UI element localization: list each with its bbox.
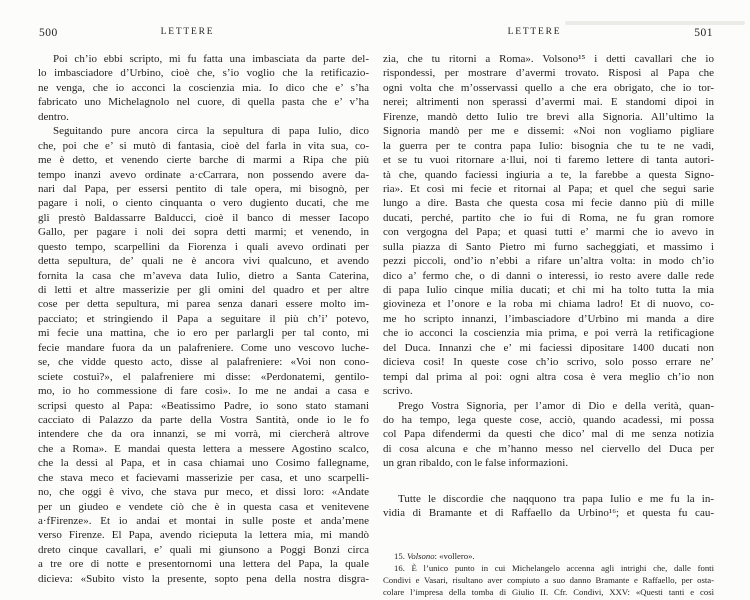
- text-line: Signoria mandò per me e dissemi: «Noi non vogliamo pigliare: [383, 125, 714, 138]
- text-line: un gran ribaldo, con le false informazioni.: [383, 457, 569, 470]
- page-body: [38, 52, 369, 586]
- text-line: Tutte le discordie che naqquono tra papa Iulio e me fu la in-: [398, 492, 714, 505]
- text-line: di letti et altre masserizie per gli omini del quadro et per altre: [38, 284, 369, 296]
- text-line: ria». Et così mi fecie et ritornai al Papa; et quel che seguì sarie: [383, 182, 714, 195]
- text-line: a·fFirenze». Et io andai et montai in sulle poste et anda’mene: [38, 515, 369, 527]
- text-line: ogni volta che m’osservassi quello a che era obrigato, che io tor-: [383, 81, 714, 94]
- text-line: che a Roma». E mandai questa lettera a messere Agostino scalco,: [38, 442, 369, 455]
- footnote-15: [383, 550, 714, 562]
- text-line: che stava meco et facievami masserizie per casa, et uno scarpelli-: [38, 471, 369, 484]
- text-line: gli prestò Baldassarre Balducci, cioè il banco di messer Iacopo: [38, 211, 369, 224]
- text-line: se, che vidde questo acto, disse al palafreniere: «Voi non cono-: [38, 356, 369, 369]
- text-line: dicieva così! In queste cose ch’io scrivo, solo posso errare ne’: [383, 356, 714, 369]
- text-line: che io acconci la coscienzia mia prima, e poi verrà la retificagione: [383, 327, 714, 340]
- text-line: tà che, quando faciessi ingiuria a te, la farebbe a questa Signo-: [383, 168, 714, 181]
- text-line: che la dessi al Papa, et in casa chiamai uno Cosimo fallegname,: [38, 457, 369, 470]
- text-line: sulla piazza di Santo Pietro mi furno sacheggiati, et massimo i: [383, 240, 714, 253]
- text-line: cacciato di Palazzo da parte della Vostra Santità, onde io le fo: [38, 413, 369, 426]
- text-line: ducati, perché, partito che io fui di Roma, ne fu gran romore: [383, 211, 714, 224]
- text-line: zia, che tu ritorni a Roma». Volsono¹⁵ i detti cavallari che io: [383, 53, 714, 65]
- text-line: et se tu vuoi ritornare a·llui, noi ti faremo lettere di tanta autori-: [383, 154, 714, 167]
- text-line: Firenze, mandò detto Iulio tre brevi alla Signoria. All’ultimo la: [383, 110, 714, 123]
- text-line: mo, io ho commessione di fare così». Io me ne andai a casa e: [38, 385, 369, 398]
- footnote-term: Volsono: [407, 550, 435, 561]
- text-line: tempo inanzi avevo ordinate a·cCarrara, non possendo avere da-: [38, 168, 369, 181]
- text-line: ne venga, che io acconci la coscienzia mia. Io dico che e’ s’ha: [38, 81, 369, 94]
- page-right: [383, 0, 714, 598]
- text-line: dicieva: «Subito visto la presente, sopto pena della nostra disgra-: [38, 572, 369, 585]
- footnotes-block: [383, 550, 714, 599]
- text-line: nerei; altrimenti non sperassi d’avermi mai. E standomi dipoi in: [383, 96, 714, 109]
- text-line: detta sepultura, de’ quali ne è ancora vivi qualcuno, et avendo: [38, 255, 369, 268]
- text-line: tempi dal prima al poi: ogni altra cosa è vera meglio ch’io non: [383, 370, 714, 383]
- running-head: LETTERE: [507, 27, 562, 37]
- text-line: scrivo.: [383, 385, 413, 398]
- text-line: Seguitando pure ancora circa la sepultura di papa Iulio, dico: [53, 125, 369, 138]
- text-line: rispondessi, per mostrare d’avermi trovato. Risposi al Papa che: [383, 67, 714, 80]
- footnote-line: colare l’impresa della tomba di Giulio II. Cfr. Condivi, XXV: «Questi tanti e così: [383, 587, 714, 598]
- page-number: 500: [39, 27, 58, 39]
- text-line: vidia di Bramante et di Raffaello da Urbino¹⁶; et questa fu cau-: [383, 507, 714, 520]
- text-line: lungo a dire. Basta che questa cosa mi fecie danno più di mille: [383, 197, 714, 210]
- text-line: fabricato uno Michelagnolo nel cuore, di quella pasta che e’ v’ha: [38, 96, 369, 109]
- paragraph: [38, 52, 369, 124]
- text-line: fecie mandare fuora da un palafreniere. Come uno vescovo luche-: [38, 341, 369, 354]
- paragraph: [383, 52, 714, 399]
- text-line: di papa Iulio cinque milia ducati; et chi mi ha tolto tutta la mia: [383, 284, 714, 296]
- page-body: [383, 52, 714, 521]
- text-line: do ha tempo, lega queste cose, acciò, quando acadessi, mi possa: [383, 413, 714, 426]
- text-line: Poi ch’io ebbi scripto, mi fu fatta una imbasciata da parte del-: [53, 53, 369, 65]
- text-line: con vergogna del Papa; et quasi tutti e’ marmi che io avevo in: [383, 226, 714, 239]
- text-line: dreto cinque cavallari, e’ quali mi giunsono a Poggi Bonzi circa: [38, 543, 369, 556]
- footnote-16: [383, 562, 714, 599]
- page-left: [38, 0, 369, 586]
- footnote-line: 16. È l’unico punto in cui Michelangelo accenna agli intrighi che, dalle fonti: [394, 562, 714, 573]
- text-line: del Duca. Innanzi che e’ mi faciessi dipositare 1400 ducati non: [383, 341, 714, 354]
- text-line: dentro.: [38, 110, 69, 123]
- text-line: sciete costui?», el palafreniere mi disse: «Perdonatemi, gentilo-: [38, 370, 369, 383]
- paragraph: [383, 399, 714, 471]
- page-header: [383, 27, 714, 40]
- text-line: lo imbasciadore d’Urbino, cioè che, s’io voglio che la retificazio-: [38, 67, 369, 80]
- text-line: col Papa difendermi da questi che dico’ mal di me senza notizia: [383, 428, 714, 441]
- text-line: pacciato; et stringiendo il Papa a seguitare il più ch’i’ potevo,: [38, 312, 369, 325]
- footnote-line: Condivi e Vasari, risultano aver compiuto a suo danno Bramante e Raffaello, per osta-: [383, 574, 714, 585]
- footnote-number: 15.: [394, 550, 408, 561]
- text-line: mi fecie una mattina, che io ero per parlargli per tal conto, mi: [38, 327, 369, 340]
- text-line: questo tempo, scarpellini da Fiorenza i quali avevo ordinati per: [38, 240, 369, 253]
- text-line: pezzi piccoli, ond’io n’ebbi a rifare un’altra volta: in modo ch’io: [383, 255, 714, 268]
- text-line: che, poi che e’ si mutò di fantasia, cioè del farla in vita sua, co-: [38, 139, 369, 152]
- paragraph: [38, 124, 369, 586]
- text-line: di cosa alcuna e che m’hanno messo nel ciervello del Duca per: [383, 442, 714, 455]
- text-line: me ho scripto innanzi, l’imbasciadore d’Urbino mi manda a dire: [383, 312, 714, 325]
- text-line: la guerra per te contra papa Iulio: bisognia che tu te ne vadi,: [383, 139, 714, 152]
- running-head: LETTERE: [160, 27, 215, 37]
- text-line: me è detto, et venendo cierte barche di marmi a Ripa che più: [38, 154, 369, 167]
- text-line: cose per detta sepultura, mi parea senza danari essere molto im-: [38, 298, 369, 311]
- page-header: [38, 27, 369, 40]
- text-line: dico a’ fermo che, o di danni o interessi, io resto avere dalle rede: [383, 269, 714, 282]
- text-line: fornita la casa che m’aveva data Iulio, dietro a Santa Caterina,: [38, 269, 369, 282]
- text-line: per un giudeo e vendete ciò che è in questa casa et venitevene: [38, 500, 369, 513]
- text-line: nari dal Papa, per essersi pentito di tale opera, mi bisognò, per: [38, 182, 369, 195]
- text-line: intendere che da ora innanzi, se mi vorrà, mi ciercherà altrove: [38, 428, 369, 441]
- text-line: scripsi questo al Papa: «Beatissimo Padre, io sono stato stamani: [38, 399, 369, 412]
- text-line: Gallo, per pagare i noli dei sopra detti marmi; et venendo, in: [38, 226, 369, 239]
- page-number: 501: [694, 27, 713, 39]
- text-line: giovineza et l’onore e la roba mi chiama ladro! Et di nuovo, co-: [383, 298, 714, 311]
- text-line: pagare i noli, o ciento cinquanta o vero dugiento ducati, che me: [38, 197, 369, 210]
- text-line: no, che oggi è vivo, che stava pur meco, et dissi loro: «Andate: [38, 486, 369, 499]
- text-line: verso Firenze. El Papa, avendo ricieputa la lettera mia, mi mandò: [38, 529, 369, 542]
- paragraph: [383, 492, 714, 521]
- text-line: a tre ore di notte e presentornomi una lettera del Papa, la quale: [38, 558, 369, 571]
- text-line: Prego Vostra Signoria, per l’amor di Dio e della verità, quan-: [398, 399, 714, 412]
- footnote-text: : «vollero».: [434, 550, 475, 561]
